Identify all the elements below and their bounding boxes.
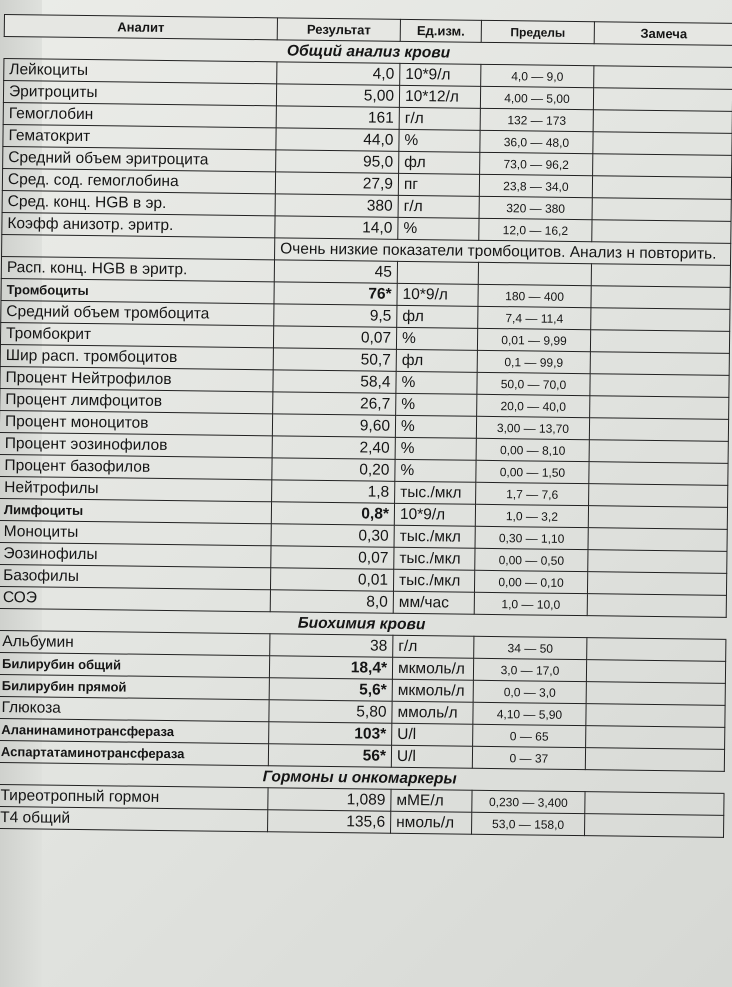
analyte-name: Глюкоза bbox=[0, 696, 269, 721]
result-value: 0,8* bbox=[271, 502, 394, 526]
result-value: 1,089 bbox=[268, 788, 391, 812]
analyte-name: Аспартатаминотрансфераза bbox=[0, 740, 269, 765]
reference-range: 3,0 — 17,0 bbox=[473, 658, 586, 681]
result-value: 4,0 bbox=[277, 62, 400, 86]
lab-results-table bbox=[0, 14, 732, 838]
reference-range: 0 — 37 bbox=[472, 746, 585, 769]
note-cell bbox=[592, 198, 731, 222]
analyte-name: Тромбоциты bbox=[1, 278, 274, 303]
analyte-name: Базофилы bbox=[0, 564, 271, 589]
note-cell bbox=[588, 550, 727, 574]
reference-range: 4,0 — 9,0 bbox=[481, 64, 594, 87]
result-value: 58,4 bbox=[273, 370, 396, 394]
unit-value: % bbox=[395, 415, 476, 438]
analyte-name: Лимфоциты bbox=[0, 498, 272, 523]
unit-value: 10*9/л bbox=[394, 503, 475, 526]
unit-value: фл bbox=[396, 349, 477, 372]
reference-range: 3,00 — 13,70 bbox=[476, 416, 589, 439]
header-unit: Ед.изм. bbox=[400, 19, 481, 42]
result-value: 56* bbox=[268, 744, 391, 768]
reference-range: 23,8 — 34,0 bbox=[479, 174, 592, 197]
result-value: 26,7 bbox=[273, 392, 396, 416]
analyte-name: Процент эозинофилов bbox=[0, 432, 272, 457]
unit-value: U/l bbox=[392, 723, 473, 746]
header-result: Результат bbox=[277, 18, 400, 42]
result-value: 45 bbox=[274, 260, 397, 284]
unit-value: мм/час bbox=[393, 591, 474, 614]
result-value: 9,5 bbox=[274, 304, 397, 328]
unit-value: пг bbox=[398, 173, 479, 196]
unit-value: 10*9/л bbox=[400, 63, 481, 86]
unit-value bbox=[397, 261, 478, 284]
reference-range: 36,0 — 48,0 bbox=[480, 130, 593, 153]
analyte-name: Шир расп. тромбоцитов bbox=[0, 344, 273, 369]
result-value: 50,7 bbox=[273, 348, 396, 372]
note-cell bbox=[586, 682, 725, 706]
note-cell bbox=[586, 660, 725, 684]
note-cell bbox=[588, 528, 727, 552]
reference-range: 0,00 — 8,10 bbox=[476, 438, 589, 461]
analyte-name: Средний объем эритроцита bbox=[3, 146, 276, 171]
result-value: 380 bbox=[275, 194, 398, 218]
reference-range: 0,00 — 0,50 bbox=[475, 548, 588, 571]
analyte-name: Расп. конц. HGB в эритр. bbox=[1, 256, 274, 281]
unit-value: мкмоль/л bbox=[392, 679, 473, 702]
result-value: 5,6* bbox=[269, 678, 392, 702]
analyte-name: Сред. конц. HGB в эр. bbox=[2, 190, 275, 215]
note-cell bbox=[587, 594, 726, 618]
reference-range: 12,0 — 16,2 bbox=[479, 218, 592, 241]
reference-range: 0,01 — 9,99 bbox=[477, 328, 590, 351]
analyte-name: Средний объем тромбоцита bbox=[1, 300, 274, 325]
unit-value: % bbox=[399, 129, 480, 152]
result-value: 27,9 bbox=[275, 172, 398, 196]
result-value: 1,8 bbox=[272, 480, 395, 504]
analyte-name: Процент лимфоцитов bbox=[0, 388, 273, 413]
reference-range: 1,0 — 10,0 bbox=[474, 592, 587, 615]
analyte-name: Эозинофилы bbox=[0, 542, 271, 567]
note-cell bbox=[590, 374, 729, 398]
unit-value: г/л bbox=[398, 195, 479, 218]
reference-range: 0,1 — 99,9 bbox=[477, 350, 590, 373]
reference-range: 4,10 — 5,90 bbox=[473, 702, 586, 725]
unit-value: мМЕ/л bbox=[391, 789, 472, 812]
unit-value: тыс./мкл bbox=[393, 569, 474, 592]
reference-range: 50,0 — 70,0 bbox=[477, 372, 590, 395]
unit-value: г/л bbox=[399, 107, 480, 130]
result-value: 135,6 bbox=[268, 810, 391, 834]
note-cell bbox=[587, 572, 726, 596]
reference-range: 0,30 — 1,10 bbox=[475, 526, 588, 549]
note-cell bbox=[593, 154, 732, 178]
result-value: 8,0 bbox=[270, 590, 393, 614]
reference-range: 20,0 — 40,0 bbox=[477, 394, 590, 417]
note-cell bbox=[593, 110, 732, 134]
note-cell bbox=[586, 704, 725, 728]
reference-range: 7,4 — 11,4 bbox=[478, 306, 591, 329]
unit-value: % bbox=[396, 327, 477, 350]
result-value: 14,0 bbox=[275, 216, 398, 240]
result-value: 0,07 bbox=[271, 546, 394, 570]
section-title-cbc: Общий анализ крови bbox=[4, 37, 732, 68]
reference-range: 1,7 — 7,6 bbox=[476, 482, 589, 505]
unit-value: % bbox=[396, 393, 477, 416]
analyte-name: Гематокрит bbox=[3, 124, 276, 149]
analyte-name: Нейтрофилы bbox=[0, 476, 272, 501]
analyte-name: Лейкоциты bbox=[4, 59, 277, 84]
result-value: 161 bbox=[276, 106, 399, 130]
unit-value: фл bbox=[397, 305, 478, 328]
section-title-hormones: Гормоны и онкомаркеры bbox=[0, 762, 724, 793]
result-value: 0,20 bbox=[272, 458, 395, 482]
analyte-name: СОЭ bbox=[0, 586, 270, 611]
result-value: 2,40 bbox=[272, 436, 395, 460]
result-value: 103* bbox=[269, 722, 392, 746]
analyte-name: Билирубин прямой bbox=[0, 674, 269, 699]
note-cell bbox=[590, 330, 729, 354]
unit-value: тыс./мкл bbox=[394, 525, 475, 548]
result-value: 44,0 bbox=[276, 128, 399, 152]
header-note: Замеча bbox=[594, 22, 732, 46]
reference-range: 0,0 — 3,0 bbox=[473, 680, 586, 703]
reference-range: 320 — 380 bbox=[479, 196, 592, 219]
reference-range: 180 — 400 bbox=[478, 284, 591, 307]
result-value: 95,0 bbox=[276, 150, 399, 174]
note-cell bbox=[590, 396, 729, 420]
note-cell bbox=[585, 748, 724, 772]
analyte-name: Альбумин bbox=[0, 630, 270, 655]
unit-value: тыс./мкл bbox=[394, 547, 475, 570]
header-limits: Пределы bbox=[481, 20, 594, 43]
unit-value: тыс./мкл bbox=[395, 481, 476, 504]
unit-value: ммоль/л bbox=[392, 701, 473, 724]
note-cell bbox=[588, 506, 727, 530]
analyte-name: Билирубин общий bbox=[0, 652, 270, 677]
reference-range: 34 — 50 bbox=[474, 636, 587, 659]
note-cell bbox=[586, 726, 725, 750]
note-cell bbox=[593, 88, 732, 112]
result-value: 0,07 bbox=[273, 326, 396, 350]
note-cell bbox=[592, 176, 731, 200]
note-cell bbox=[585, 792, 724, 816]
reference-range: 1,0 — 3,2 bbox=[475, 504, 588, 527]
reference-range: 0,00 — 1,50 bbox=[476, 460, 589, 483]
note-cell bbox=[593, 132, 732, 156]
note-cell bbox=[592, 220, 731, 244]
note-cell bbox=[591, 308, 730, 332]
note-cell bbox=[589, 418, 728, 442]
result-value: 76* bbox=[274, 282, 397, 306]
reference-range: 0 — 65 bbox=[473, 724, 586, 747]
note-cell bbox=[591, 286, 730, 310]
analyte-name: Тромбокрит bbox=[0, 322, 273, 347]
note-cell bbox=[590, 352, 729, 376]
lab-comment: Очень низкие показатели тромбоцитов. Анализ н повторить. bbox=[275, 238, 731, 266]
result-value: 0,01 bbox=[270, 568, 393, 592]
reference-range: 4,00 — 5,00 bbox=[480, 86, 593, 109]
unit-value: % bbox=[395, 459, 476, 482]
unit-value: 10*9/л bbox=[397, 283, 478, 306]
analyte-name: Тиреотропный гормон bbox=[0, 784, 268, 809]
note-cell bbox=[589, 484, 728, 508]
result-value: 38 bbox=[270, 634, 393, 658]
analyte-name: Процент Нейтрофилов bbox=[0, 366, 273, 391]
analyte-name: Процент моноцитов bbox=[0, 410, 273, 435]
result-value: 5,80 bbox=[269, 700, 392, 724]
reference-range bbox=[478, 262, 591, 285]
note-cell bbox=[591, 264, 730, 288]
reference-range: 0,00 — 0,10 bbox=[474, 570, 587, 593]
note-cell bbox=[585, 814, 724, 838]
analyte-name: Гемоглобин bbox=[3, 102, 276, 127]
reference-range: 73,0 — 96,2 bbox=[480, 152, 593, 175]
unit-value: г/л bbox=[393, 635, 474, 658]
analyte-name: Сред. сод. гемоглобина bbox=[2, 168, 275, 193]
unit-value: % bbox=[398, 217, 479, 240]
unit-value: фл bbox=[399, 151, 480, 174]
result-value: 5,00 bbox=[276, 84, 399, 108]
unit-value: % bbox=[396, 371, 477, 394]
unit-value: 10*12/л bbox=[399, 85, 480, 108]
note-cell bbox=[589, 440, 728, 464]
analyte-name: Моноциты bbox=[0, 520, 271, 545]
unit-value: % bbox=[395, 437, 476, 460]
reference-range: 0,230 — 3,400 bbox=[472, 790, 585, 813]
analyte-name: Коэфф анизотр. эритр. bbox=[2, 212, 275, 237]
table-body bbox=[0, 37, 732, 838]
analyte-name: Процент базофилов bbox=[0, 454, 272, 479]
note-cell bbox=[587, 638, 726, 662]
unit-value: U/l bbox=[391, 745, 472, 768]
unit-value: нмоль/л bbox=[391, 811, 472, 834]
section-title-biochem: Биохимия крови bbox=[0, 608, 726, 639]
unit-value: мкмоль/л bbox=[392, 657, 473, 680]
result-value: 18,4* bbox=[269, 656, 392, 680]
result-value: 0,30 bbox=[271, 524, 394, 548]
analyte-name: Т4 общий bbox=[0, 806, 268, 831]
note-cell bbox=[589, 462, 728, 486]
reference-range: 53,0 — 158,0 bbox=[472, 812, 585, 835]
reference-range: 132 — 173 bbox=[480, 108, 593, 131]
analyte-name: Аланинаминотрансфераза bbox=[0, 718, 269, 743]
analyte-name: Эритроциты bbox=[3, 81, 276, 106]
header-analyte: Аналит bbox=[4, 15, 277, 40]
result-value: 9,60 bbox=[272, 414, 395, 438]
note-cell bbox=[594, 66, 732, 90]
